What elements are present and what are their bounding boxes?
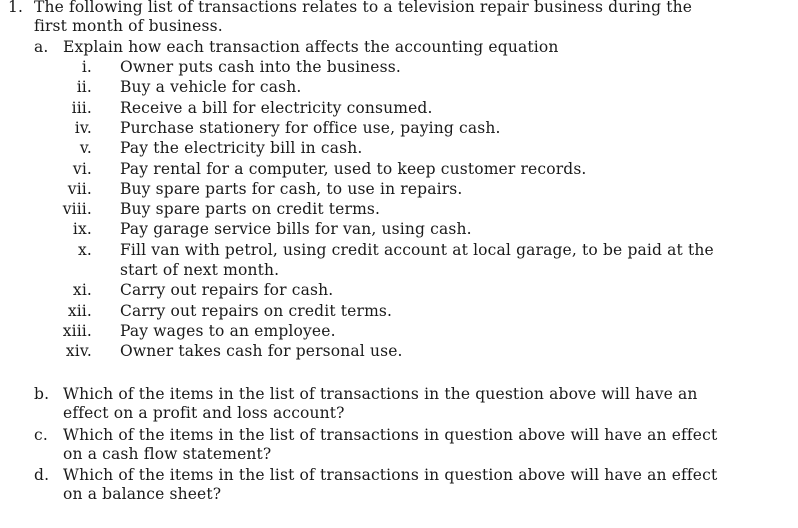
transaction-text: Carry out repairs for cash. — [120, 281, 334, 299]
transaction-numeral: ix. — [72, 220, 92, 238]
transaction-numeral: v. — [79, 139, 92, 157]
transaction-numeral: iv. — [74, 119, 92, 137]
transaction-text: Buy spare parts on credit terms. — [120, 200, 381, 218]
part-d-line-2: on a balance sheet? — [63, 485, 222, 503]
question-intro-line-1: The following list of transactions relates to a television repair business during the — [34, 0, 693, 16]
part-c-line-1: Which of the items in the list of transactions in question above will have an effect — [63, 426, 718, 444]
part-b-line-1: Which of the items in the list of transactions in the question above will have an — [63, 385, 698, 403]
transaction-text: Pay wages to an employee. — [120, 322, 336, 340]
transaction-text: Buy a vehicle for cash. — [120, 78, 302, 96]
part-a-text: Explain how each transaction affects the accounting equation — [63, 38, 559, 56]
transaction-text: Carry out repairs on credit terms. — [120, 302, 393, 320]
transaction-text: Fill van with petrol, using credit account at local garage, to be paid at the — [120, 241, 714, 259]
transaction-numeral: xi. — [72, 281, 92, 299]
transaction-text: start of next month. — [120, 261, 280, 279]
transaction-numeral: ii. — [76, 78, 92, 96]
part-b-line-2: effect on a profit and loss account? — [63, 404, 345, 422]
part-c-label: c. — [34, 426, 48, 444]
transaction-text: Buy spare parts for cash, to use in repairs. — [120, 180, 463, 198]
transaction-numeral: vii. — [67, 180, 92, 198]
question-number: 1. — [8, 0, 24, 16]
transaction-numeral: i. — [81, 58, 92, 76]
transaction-text: Owner puts cash into the business. — [120, 58, 401, 76]
transaction-numeral: xiii. — [62, 322, 92, 340]
transaction-numeral: viii. — [62, 200, 92, 218]
part-d-label: d. — [34, 466, 50, 484]
transaction-numeral: xii. — [67, 302, 92, 320]
part-c-line-2: on a cash flow statement? — [63, 445, 272, 463]
transaction-text: Receive a bill for electricity consumed. — [120, 99, 433, 117]
transaction-numeral: vi. — [72, 160, 92, 178]
transaction-text: Pay garage service bills for van, using cash. — [120, 220, 472, 238]
part-b-label: b. — [34, 385, 50, 403]
transaction-numeral: iii. — [71, 99, 92, 117]
transaction-text: Pay the electricity bill in cash. — [120, 139, 363, 157]
transaction-text: Purchase stationery for office use, paying cash. — [120, 119, 501, 137]
part-a-label: a. — [34, 38, 49, 56]
transaction-numeral: x. — [78, 241, 92, 259]
transaction-text: Owner takes cash for personal use. — [120, 342, 403, 360]
question-intro-line-2: first month of business. — [34, 17, 223, 35]
transaction-numeral: xiv. — [65, 342, 92, 360]
part-d-line-1: Which of the items in the list of transactions in question above will have an effect — [63, 466, 718, 484]
transaction-text: Pay rental for a computer, used to keep customer records. — [120, 160, 587, 178]
